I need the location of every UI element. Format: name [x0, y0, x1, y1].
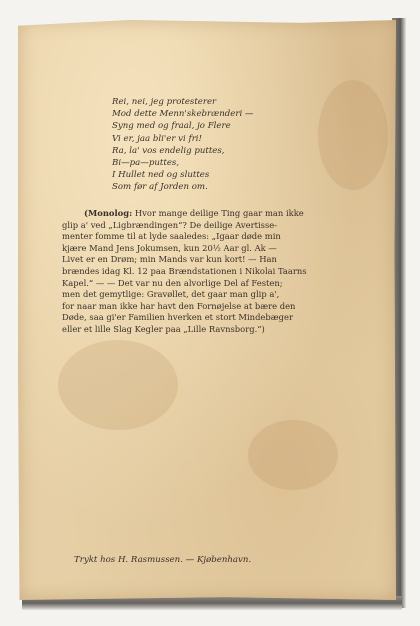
monolog-line: menter fomme til at lyde saaledes: „Igaar døde min [62, 231, 281, 242]
poem-line: Ra, la' vos endelig puttes, [112, 145, 225, 156]
poem-line: Rei, nei, jeg protesterer [112, 97, 217, 107]
poem-line: Mod dette Menn'skebrænderi — [112, 109, 254, 120]
paper-stain [248, 420, 338, 490]
monolog-line: men det gemytlige: Gravøllet, det gaar man glip a', [62, 289, 280, 300]
monolog-line: glip a' ved „Ligbrændingen“? De deilige Avertisse- [62, 219, 278, 230]
poem-line: Vi er, jaa bli'er vi fri! [112, 133, 203, 144]
monolog-line: for naar man ikke har havt den Fornøjelse at bære den [62, 300, 296, 311]
monolog-line: kjære Mand Jens Jokumsen, kun 20½ Aar gl. Ak — [62, 242, 277, 253]
monolog-first-line [62, 208, 362, 220]
monolog-line: Livet er en Drøm; min Mands var kun kort! — Han [62, 254, 277, 265]
poem-line: Som før af Jorden om. [112, 182, 208, 193]
monolog-first-line-text: Hvor mange deilige Ting gaar man ikke [132, 208, 304, 218]
monolog-line: Kapel.“ — — Det var nu den alvorlige Del af Festen; [62, 277, 283, 288]
poem-line: Bi—pa—puttes, [112, 158, 180, 169]
monolog-label: (Monolog: [84, 208, 133, 218]
poem-line: I Hullet ned og sluttes [112, 170, 210, 181]
monolog-line: Døde, saa gi'er Familien hverken et stort Mindebæger [62, 312, 293, 323]
monolog-line: brændes idag Kl. 12 paa Brændstationen i Nikolai Taarns [62, 265, 307, 276]
printer-imprint: Trykt hos H. Rasmussen. — Kjøbenhavn. [74, 555, 252, 565]
monolog-line: eller et lille Slag Kegler paa „Lille Ravnsborg.“) [62, 323, 265, 334]
monolog-paragraph [62, 208, 362, 336]
paper-stain [58, 340, 178, 430]
poem-stanza [112, 96, 312, 194]
paper-stain [318, 80, 388, 190]
poem-line: Syng med og fraal, jo Flere [112, 121, 231, 132]
